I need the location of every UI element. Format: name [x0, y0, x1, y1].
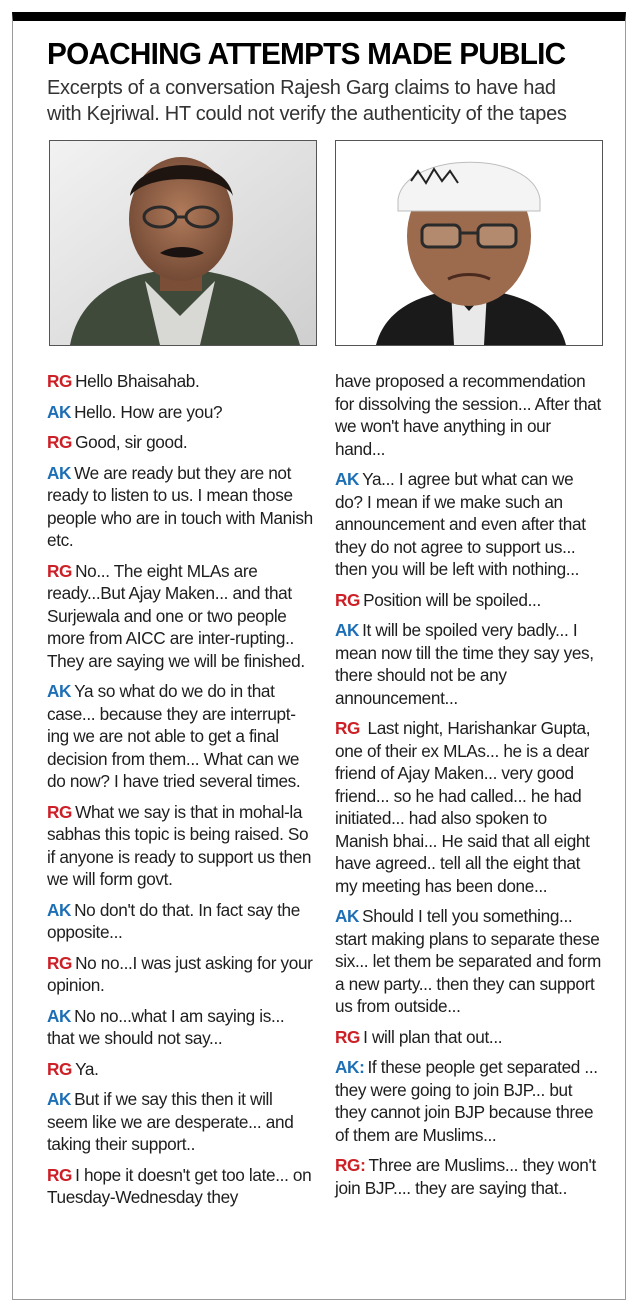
- photo-kejriwal: [49, 140, 317, 346]
- speaker-ak: AK:: [335, 1057, 365, 1077]
- transcript-entry: [47, 952, 315, 997]
- transcript-text: Good, sir good.: [75, 432, 188, 452]
- transcript-text: Ya... I agree but what can we do? I mean if we make such an announcement and even after that they do not agree to support us... then you will be left with nothing...: [335, 469, 586, 579]
- transcript-text: Ya.: [75, 1058, 99, 1079]
- transcript-text: Hello Bhaisahab.: [75, 371, 200, 391]
- speaker-rg: RG:: [335, 1155, 366, 1175]
- portrait-rajesh-garg-image: [336, 141, 602, 345]
- transcript-entry: [335, 717, 603, 897]
- transcript-entry: [47, 401, 315, 424]
- speaker-ak: AK: [47, 1005, 72, 1026]
- transcript-entry: [47, 1164, 315, 1209]
- speaker-ak: AK: [335, 906, 360, 926]
- transcript-text: I hope it doesn't get too late... on Tuesday-Wednesday they: [47, 1164, 312, 1207]
- speaker-rg: RG: [47, 560, 73, 581]
- transcript-entry: [47, 1088, 315, 1156]
- transcript-text: No... The eight MLAs are ready...But Ajay Maken... and that Surjewala and one or two people more from AICC are inter-rupting.. They are saying we will be finished.: [47, 560, 305, 671]
- transcript-text: No don't do that. In fact say the opposite...: [47, 899, 300, 942]
- transcript-entry: [47, 899, 315, 944]
- transcript-text: Position will be spoiled...: [363, 589, 541, 610]
- speaker-ak: AK: [47, 899, 72, 920]
- speaker-ak: AK: [47, 401, 72, 422]
- speaker-ak: AK: [47, 1089, 72, 1109]
- speaker-rg: RG: [335, 1026, 361, 1047]
- transcript-text: Last night, Harishankar Gupta, one of their ex MLAs... he is a dear friend of Ajay Maken... very good friend... so he had called... he had initiated... had also spoken to Manish bhai... He said that all eight have agreed.. tell all the eight that my meeting has been done...: [335, 718, 591, 896]
- transcript-text: If these people get separated ... they were going to join BJP... but they cannot join BJP because three of them are Muslims...: [335, 1057, 598, 1145]
- transcript-entry: [47, 1005, 315, 1050]
- transcript-entry: [335, 905, 603, 1018]
- speaker-rg: RG: [47, 432, 73, 452]
- transcript-text: What we say is that in mohal-la sabhas this topic is being raised. So if anyone is ready to support us then we will form govt.: [47, 801, 312, 889]
- transcript-entry: [47, 370, 315, 393]
- headline: POACHING ATTEMPTS MADE PUBLIC: [47, 36, 566, 71]
- speaker-rg: RG: [47, 801, 73, 822]
- transcript-entry: [47, 462, 315, 552]
- transcript-column-1: [47, 370, 315, 1217]
- transcript-text: I will plan that out...: [363, 1026, 503, 1047]
- transcript-entry: [335, 1154, 603, 1199]
- speaker-rg: RG: [335, 589, 361, 610]
- transcript-entry: [335, 1056, 603, 1146]
- subhead: [47, 75, 607, 127]
- speaker-ak: AK: [335, 469, 360, 489]
- transcript-column-2: [335, 370, 603, 1207]
- speaker-ak: AK: [47, 462, 72, 483]
- transcript-text: It will be spoiled very badly... I mean now till the time they say yes, there should not be any announcement...: [335, 620, 594, 708]
- transcript-entry: [47, 801, 315, 891]
- transcript-text: No no...what I am saying is... that we should not say...: [47, 1005, 285, 1048]
- transcript-text: We are ready but they are not ready to listen to us. I mean those people who are in touch with Manish etc.: [47, 462, 313, 550]
- speaker-rg: RG: [335, 718, 361, 738]
- portrait-kejriwal-image: [50, 141, 316, 345]
- speaker-ak: AK: [335, 620, 360, 640]
- transcript-text: But if we say this then it will seem like we are desperate... and taking their support..: [47, 1089, 294, 1154]
- speaker-rg: RG: [47, 1164, 73, 1185]
- speaker-rg: RG: [47, 1058, 73, 1079]
- transcript-entry: [335, 589, 603, 612]
- transcript-entry: [335, 468, 603, 581]
- transcript-text: Ya so what do we do in that case... because they are interrupt-ing we are not able to get a final decision from them... What can we do now? I have tried several times.: [47, 681, 301, 791]
- speaker-ak: AK: [47, 681, 72, 701]
- transcript-text: Hello. How are you?: [74, 401, 223, 422]
- transcript-entry: [335, 619, 603, 709]
- transcript-text: Should I tell you something... start making plans to separate these six... let them be separated and form a new party... then they can support us from outside...: [335, 906, 602, 1016]
- subhead-line-1: Excerpts of a conversation Rajesh Garg claims to have had: [47, 77, 556, 99]
- transcript-text: No no...I was just asking for your opinion.: [47, 952, 313, 995]
- transcript-entry: [335, 1026, 603, 1049]
- transcript-entry: [47, 680, 315, 793]
- transcript-text: have proposed a recommendation for dissolving the session... After that we won't have anything in our hand...: [335, 371, 601, 459]
- speaker-rg: RG: [47, 371, 73, 391]
- transcript-entry: [47, 560, 315, 673]
- transcript-entry: [47, 1058, 315, 1081]
- transcript-entry: [335, 370, 603, 460]
- speaker-rg: RG: [47, 952, 73, 973]
- transcript-text: Three are Muslims... they won't join BJP.... they are saying that..: [335, 1155, 596, 1198]
- photo-rajesh-garg: [335, 140, 603, 346]
- subhead-line-2: with Kejriwal. HT could not verify the authenticity of the tapes: [47, 103, 567, 125]
- transcript-entry: [47, 431, 315, 454]
